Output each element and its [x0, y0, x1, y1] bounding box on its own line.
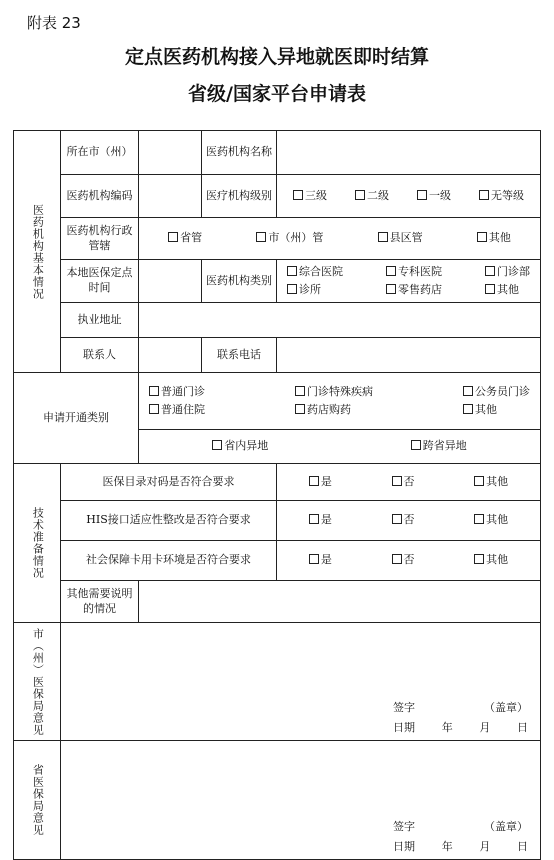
category-option[interactable]: 普通住院	[149, 403, 205, 418]
institution-code-label: 医药机构编码	[61, 175, 139, 218]
form-subtitle: 省级/国家平台申请表	[188, 83, 366, 105]
checkbox-icon[interactable]	[293, 190, 303, 200]
prov-opinion-field[interactable]	[61, 741, 541, 860]
level-label: 医疗机构级别	[202, 175, 277, 218]
region-option[interactable]: 省内异地	[212, 439, 268, 454]
year-label: 年	[441, 840, 453, 854]
category-options	[139, 373, 541, 430]
tech-row-options	[277, 541, 541, 581]
tech-option[interactable]: 是	[309, 513, 332, 528]
checkbox-icon[interactable]	[463, 386, 473, 396]
month-label: 月	[479, 840, 491, 854]
address-label: 执业地址	[61, 303, 139, 338]
address-field[interactable]	[139, 303, 541, 338]
tech-option[interactable]: 其他	[474, 475, 508, 490]
day-label: 日	[517, 721, 528, 735]
checkbox-icon[interactable]	[392, 476, 402, 486]
checkbox-icon[interactable]	[149, 404, 159, 414]
admin-option[interactable]: 县区管	[378, 231, 423, 246]
type-option[interactable]: 综合医院	[287, 265, 343, 280]
category-option[interactable]: 普通门诊	[149, 385, 205, 400]
checkbox-icon[interactable]	[474, 514, 484, 524]
tech-option[interactable]: 是	[309, 553, 332, 568]
checkbox-icon[interactable]	[149, 386, 159, 396]
tech-row-options	[277, 501, 541, 541]
checkbox-icon[interactable]	[485, 284, 495, 294]
sign-label: 签字	[393, 701, 416, 715]
section-city-opinion: 市（州）医保局意见	[14, 623, 61, 741]
seal-label: （盖章）	[484, 701, 529, 715]
city-field[interactable]	[139, 131, 202, 175]
level-option[interactable]: 无等级	[479, 189, 524, 204]
checkbox-icon[interactable]	[309, 476, 319, 486]
checkbox-icon[interactable]	[477, 232, 487, 242]
tech-option[interactable]: 其他	[474, 553, 508, 568]
region-options	[139, 430, 541, 464]
checkbox-icon[interactable]	[392, 514, 402, 524]
phone-label: 联系电话	[202, 338, 277, 373]
type-label: 医药机构类别	[202, 260, 277, 303]
checkbox-icon[interactable]	[212, 440, 222, 450]
year-label: 年	[441, 721, 453, 735]
section-apply: 申请开通类别	[14, 373, 139, 464]
tech-row-label: 社会保障卡用卡环境是否符合要求	[61, 541, 277, 581]
city-label: 所在市（州）	[61, 131, 139, 175]
type-option[interactable]: 诊所	[287, 283, 343, 298]
level-option[interactable]: 三级	[293, 189, 327, 204]
checkbox-icon[interactable]	[309, 514, 319, 524]
checkbox-icon[interactable]	[463, 404, 473, 414]
tech-option[interactable]: 否	[392, 513, 415, 528]
sign-label: 签字	[393, 820, 416, 834]
checkbox-icon[interactable]	[386, 284, 396, 294]
date-label: 日期	[393, 840, 416, 854]
section-basic: 医药机构基本情况	[14, 131, 61, 373]
tech-option[interactable]: 是	[309, 475, 332, 490]
institution-code-field[interactable]	[139, 175, 202, 218]
checkbox-icon[interactable]	[378, 232, 388, 242]
checkbox-icon[interactable]	[485, 266, 495, 276]
category-option[interactable]: 门诊特殊疾病	[295, 385, 373, 400]
type-option[interactable]: 专科医院	[386, 265, 442, 280]
annex-label: 附表 23	[27, 14, 81, 32]
institution-name-field[interactable]	[277, 131, 541, 175]
level-option[interactable]: 二级	[355, 189, 389, 204]
type-options	[277, 260, 541, 303]
type-option[interactable]: 零售药店	[386, 283, 442, 298]
time-label: 本地医保定点时间	[61, 260, 139, 303]
tech-option[interactable]: 其他	[474, 513, 508, 528]
admin-label: 医药机构行政管辖	[61, 218, 139, 260]
type-option[interactable]: 其他	[485, 283, 530, 298]
contact-label: 联系人	[61, 338, 139, 373]
checkbox-icon[interactable]	[355, 190, 365, 200]
category-option[interactable]: 药店购药	[295, 403, 373, 418]
other-info-label: 其他需要说明的情况	[61, 581, 139, 623]
checkbox-icon[interactable]	[479, 190, 489, 200]
other-info-field[interactable]	[139, 581, 541, 623]
checkbox-icon[interactable]	[168, 232, 178, 242]
checkbox-icon[interactable]	[295, 386, 305, 396]
category-option[interactable]: 公务员门诊	[463, 385, 530, 400]
checkbox-icon[interactable]	[256, 232, 266, 242]
checkbox-icon[interactable]	[287, 284, 297, 294]
tech-option[interactable]: 否	[392, 475, 415, 490]
application-form	[13, 130, 541, 860]
checkbox-icon[interactable]	[392, 554, 402, 564]
seal-label: （盖章）	[484, 820, 529, 834]
checkbox-icon[interactable]	[411, 440, 421, 450]
checkbox-icon[interactable]	[417, 190, 427, 200]
region-option[interactable]: 跨省异地	[411, 439, 467, 454]
checkbox-icon[interactable]	[287, 266, 297, 276]
admin-option[interactable]: 省管	[168, 231, 202, 246]
checkbox-icon[interactable]	[386, 266, 396, 276]
checkbox-icon[interactable]	[474, 554, 484, 564]
checkbox-icon[interactable]	[474, 476, 484, 486]
signature-block	[393, 701, 528, 736]
admin-option[interactable]: 市（州）管	[256, 231, 323, 246]
checkbox-icon[interactable]	[309, 554, 319, 564]
time-field[interactable]	[139, 260, 202, 303]
tech-option[interactable]: 否	[392, 553, 415, 568]
level-option[interactable]: 一级	[417, 189, 451, 204]
signature-block	[393, 820, 528, 855]
city-opinion-field[interactable]	[61, 623, 541, 741]
tech-row-options	[277, 464, 541, 501]
type-option[interactable]: 门诊部	[485, 265, 530, 280]
section-prov-opinion: 省医保局意见	[14, 741, 61, 860]
category-option[interactable]: 其他	[463, 403, 530, 418]
form-title: 定点医药机构接入异地就医即时结算	[124, 46, 429, 68]
day-label: 日	[517, 840, 528, 854]
checkbox-icon[interactable]	[295, 404, 305, 414]
level-options	[277, 175, 541, 218]
section-tech: 技术准备情况	[14, 464, 61, 623]
admin-options	[139, 218, 541, 260]
tech-row-label: HIS接口适应性整改是否符合要求	[61, 501, 277, 541]
contact-field[interactable]	[139, 338, 202, 373]
month-label: 月	[479, 721, 491, 735]
admin-option[interactable]: 其他	[477, 231, 511, 246]
tech-row-label: 医保目录对码是否符合要求	[61, 464, 277, 501]
institution-name-label: 医药机构名称	[202, 131, 277, 175]
date-label: 日期	[393, 721, 416, 735]
phone-field[interactable]	[277, 338, 541, 373]
